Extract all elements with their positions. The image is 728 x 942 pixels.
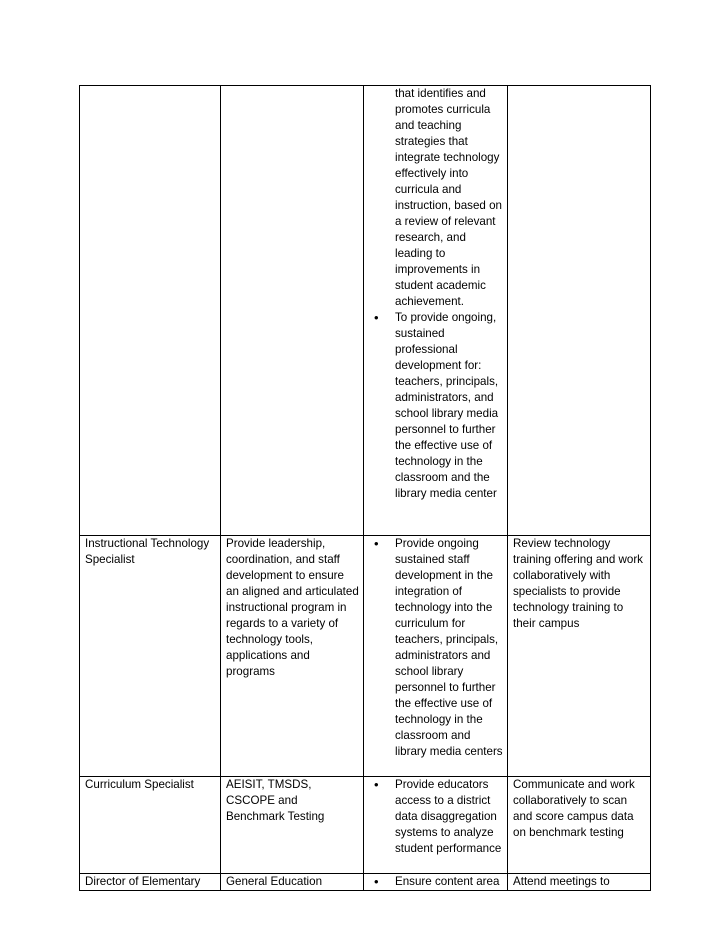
- description-cell: Provide leadership, coordination, and staff development to ensure an aligned and articulated instructional program in regards to a variety of technology tools, applications and programs: [221, 536, 364, 777]
- strategy-cell: [364, 536, 508, 777]
- table-row: [80, 86, 651, 536]
- strategy-list: [369, 874, 503, 890]
- strategy-cell: [364, 86, 508, 536]
- list-item: • To provide ongoing, sustained professional development for: teachers, principals, administrators, and school library media personnel to further the effective use of technology in the classroom and the library media center: [369, 310, 503, 502]
- campus-cell: Review technology training offering and work collaboratively with specialists to provide technology training to their campus: [508, 536, 651, 777]
- description-cell: [221, 86, 364, 536]
- table-row: [80, 777, 651, 874]
- role-cell: [80, 86, 221, 536]
- description-cell: General Education: [221, 874, 364, 891]
- strategy-list: [369, 777, 503, 857]
- technology-roles-table: [79, 85, 651, 891]
- table-row: [80, 536, 651, 777]
- campus-cell: Communicate and work collaboratively to scan and score campus data on benchmark testing: [508, 777, 651, 874]
- strategy-cell: [364, 874, 508, 891]
- role-cell: Instructional Technology Specialist: [80, 536, 221, 777]
- strategy-cell: [364, 777, 508, 874]
- description-cell: AEISIT, TMSDS, CSCOPE and Benchmark Testing: [221, 777, 364, 874]
- list-item: that identifies and promotes curricula and teaching strategies that integrate technology effectively into curricula and instruction, based on a review of relevant research, and leading to improvements in student academic achievement.: [395, 87, 502, 308]
- role-cell: Curriculum Specialist: [80, 777, 221, 874]
- list-item: • Ensure content area: [369, 874, 503, 890]
- list-item: • Provide educators access to a district data disaggregation systems to analyze student performance: [369, 777, 503, 857]
- strategy-list: [369, 86, 503, 502]
- table-row: [80, 874, 651, 891]
- campus-cell: Attend meetings to: [508, 874, 651, 891]
- strategy-list: [369, 536, 503, 760]
- role-cell: Director of Elementary: [80, 874, 221, 891]
- campus-cell: [508, 86, 651, 536]
- list-item: • Provide ongoing sustained staff development in the integration of technology into the curriculum for teachers, principals, administrators and school library personnel to further the effective use of technology in the classroom and library media centers: [369, 536, 503, 760]
